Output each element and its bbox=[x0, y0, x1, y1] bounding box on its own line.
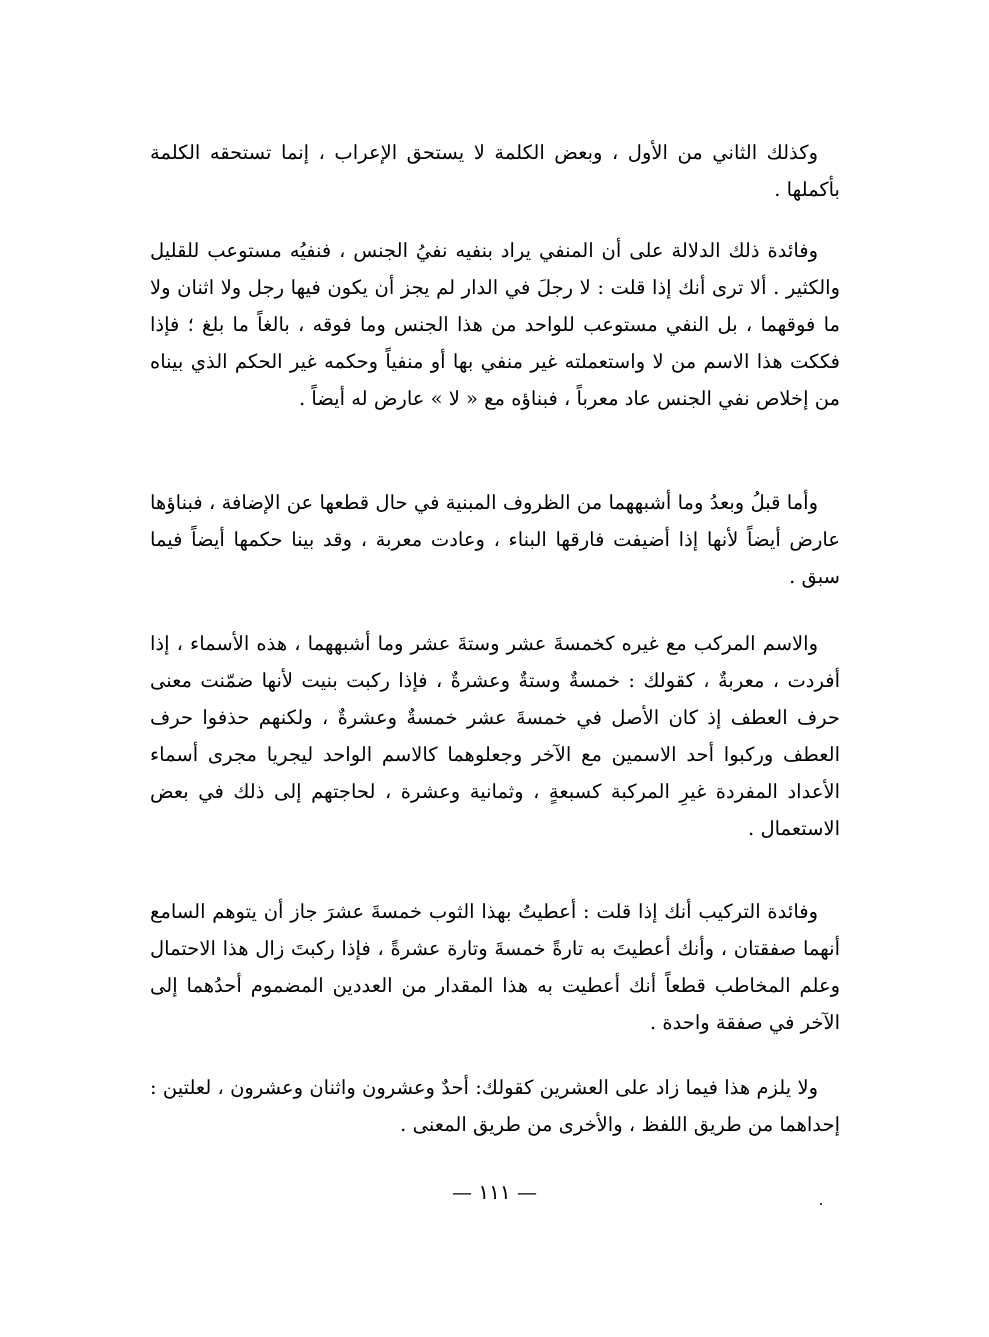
paragraph-text: وفائدة ذلك الدلالة على أن المنفي يراد بنفيه نفيُ الجنس ، فنفيُه مستوعب للقليل والكثير . ألا ترى أنك إذا قلت : لا رجلَ في الدار لم يجز أن يكون فيها رجل ولا اثنان ولا ما فوقهما ، بل النفي مستوعب للواحد من هذا الجنس وما فوقه ، بالغاً ما بلغ ؛ فإذا فككت هذا الاسم من لا واستعملته غير منفي بها أو منفياً وحكمه غير الحكم الذي بيناه من إخلاص نفي الجنس عاد معرباً ، فبناؤه مع « لا » عارض له أيضاً . bbox=[150, 239, 840, 410]
paragraph-text: وفائدة التركيب أنك إذا قلت : أعطيتُ بهذا الثوب خمسةَ عشرَ جاز أن يتوهم السامع أنهما صفقتان ، وأنك أعطيتَ به تارةً خمسةَ وتارة عشرةً ، فإذا ركبتَ زال هذا الاحتمال وعلم المخاطب قطعاً أنك أعطيت به هذا المقدار من العددين المضموم أحدُهما إلى الآخر في صفقة واحدة . bbox=[150, 900, 840, 1034]
paragraph-6 bbox=[150, 1069, 840, 1143]
scan-speck bbox=[820, 1203, 822, 1205]
paragraph-3 bbox=[150, 484, 840, 595]
paragraph-text: والاسم المركب مع غيره كخمسةَ عشر وستةَ عشر وما أشبههما ، هذه الأسماء ، إذا أفردت ، معربةٌ ، كقولك : خمسةٌ وستةٌ وعشرةٌ ، فإذا ركبت بنيت لأنها ضمّنت معنى حرف العطف إذ كان الأصل في خمسةَ عشر خمسةٌ وعشرةٌ ، ولكنهم حذفوا حرف العطف وركبوا أحد الاسمين مع الآخر وجعلوهما كالاسم الواحد ليجريا مجرى أسماء الأعداد المفردة غيرِ المركبة كسبعةٍ ، وثمانية وعشرة ، لحاجتهم إلى ذلك في بعض الاستعمال . bbox=[150, 632, 840, 840]
page-number: — ١١١ — bbox=[452, 1180, 537, 1204]
paragraph-text: ولا يلزم هذا فيما زاد على العشرين كقولك: أحدٌ وعشرون واثنان وعشرون ، لعلتين : إحداهما من طريق اللفظ ، والأخرى من طريق المعنى . bbox=[150, 1076, 840, 1136]
paragraph-5 bbox=[150, 893, 840, 1041]
paragraph-text: وكذلك الثاني من الأول ، وبعض الكلمة لا يستحق الإعراب ، إنما تستحقه الكلمة بأكملها . bbox=[150, 141, 840, 201]
paragraph-text: وأما قبلُ وبعدُ وما أشبههما من الظروف المبنية في حال قطعها عن الإضافة ، فبناؤها عارض أيضاً لأنها إذا أضيفت فارقها البناء ، وعادت معربة ، وقد بينا حكمها أيضاً فيما سبق . bbox=[150, 491, 840, 588]
paragraph-1 bbox=[150, 134, 840, 208]
paragraph-2 bbox=[150, 232, 840, 417]
paragraph-4 bbox=[150, 625, 840, 847]
